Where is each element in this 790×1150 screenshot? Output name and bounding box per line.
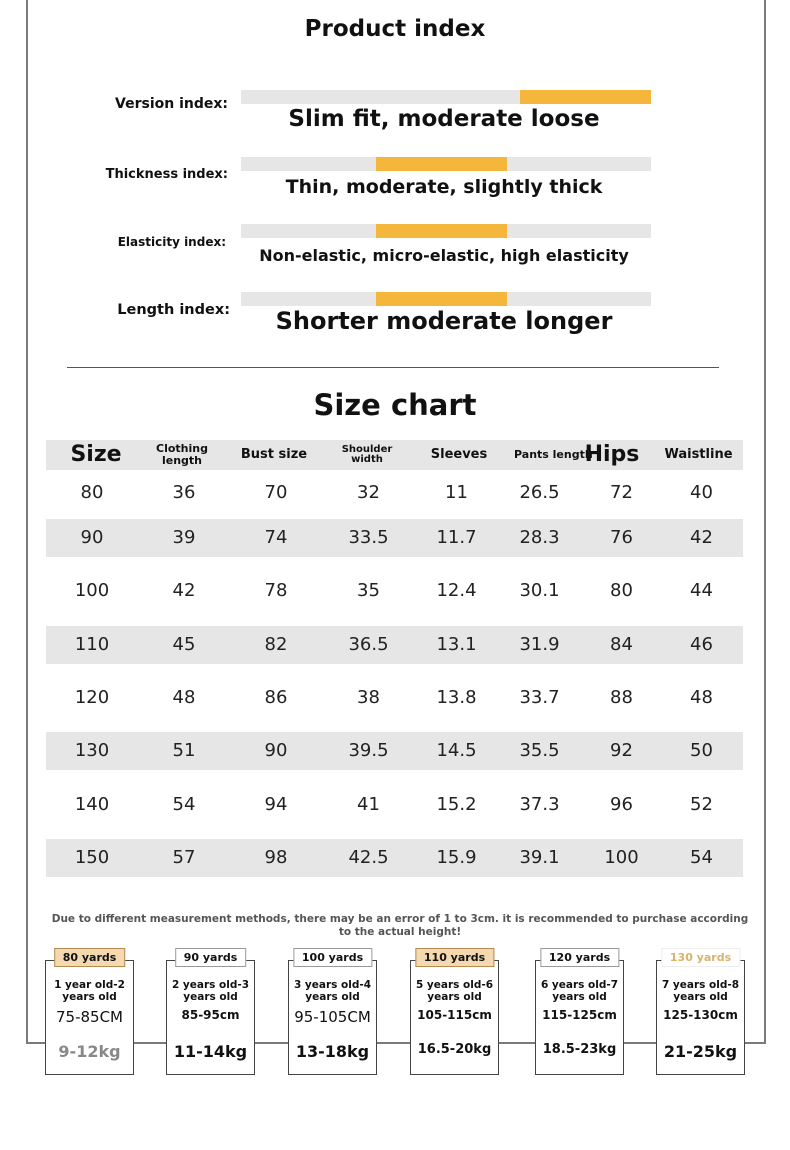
length-index-label: Length index: (117, 302, 230, 318)
table-row (46, 483, 743, 503)
frame-bottom-border (26, 1042, 766, 1044)
table-cell: 57 (172, 846, 196, 868)
table-cell: 82 (264, 633, 288, 655)
age-range: 3 years old-4 years old (293, 979, 372, 1003)
section-divider (67, 367, 719, 368)
table-cell: 42.5 (348, 846, 389, 868)
table-cell: 80 (80, 481, 104, 503)
table-cell: 26.5 (519, 481, 560, 503)
table-cell: 32 (357, 481, 380, 503)
table-cell: 39.1 (519, 846, 560, 868)
frame-right-border (764, 0, 766, 1044)
table-cell: 90 (264, 739, 288, 761)
weight-range: 13-18kg (295, 1042, 370, 1061)
size-chart-title: Size chart (313, 388, 477, 422)
version-index-fill (520, 90, 651, 104)
thickness-index-fill (376, 157, 507, 171)
table-cell: 35 (357, 579, 380, 601)
thickness-index-bar (241, 157, 651, 171)
table-cell: 54 (690, 846, 713, 868)
table-cell: 33.5 (348, 526, 389, 548)
table-spacer (46, 824, 743, 839)
table-cell: 12.4 (436, 579, 477, 601)
age-range: 7 years old-8 years old (661, 979, 740, 1003)
size-tag: 80 yards (54, 948, 126, 967)
age-range: 5 years old-6 years old (415, 979, 494, 1003)
table-cell: 74 (264, 526, 288, 548)
table-cell: 100 (74, 579, 110, 601)
size-tag: 120 yards (540, 948, 619, 967)
table-cell: 14.5 (436, 739, 477, 761)
table-row (46, 679, 743, 717)
table-cell: 36.5 (348, 633, 389, 655)
table-cell: 31.9 (519, 633, 560, 655)
length-index-text: Shorter moderate longer (275, 307, 613, 335)
header-waistline: Waistline (664, 447, 733, 463)
table-cell: 120 (74, 686, 110, 708)
height-range: 75-85CM (55, 1008, 123, 1026)
table-body (46, 470, 743, 877)
table-row (46, 572, 743, 610)
size-guide-card (288, 951, 377, 1075)
table-cell: 52 (690, 793, 713, 815)
table-cell: 72 (610, 481, 633, 503)
header-hips: Hips (584, 442, 640, 468)
table-spacer (46, 664, 743, 679)
table-cell: 44 (690, 579, 713, 601)
table-cell: 39.5 (348, 739, 389, 761)
table-cell: 45 (172, 633, 196, 655)
table-cell: 78 (264, 579, 288, 601)
header-bust-size: Bust size (240, 447, 308, 463)
table-cell: 88 (610, 686, 633, 708)
size-guide-card (45, 951, 134, 1075)
age-range: 2 years old-3 years old (171, 979, 250, 1003)
size-tag: 130 yards (661, 948, 740, 967)
height-range: 105-115cm (417, 1008, 492, 1022)
table-cell: 70 (264, 481, 288, 503)
table-cell: 84 (610, 633, 633, 655)
table-cell: 13.8 (436, 686, 477, 708)
elasticity-index-bar (241, 224, 651, 238)
size-tag: 90 yards (175, 948, 247, 967)
table-cell: 51 (172, 739, 196, 761)
length-index-fill (376, 292, 507, 306)
height-range: 85-95cm (181, 1008, 240, 1022)
frame-left-border (26, 0, 28, 1044)
table-cell: 35.5 (519, 739, 560, 761)
table-row (46, 626, 743, 664)
table-row (46, 519, 743, 557)
table-row (46, 786, 743, 824)
version-index-label: Version index: (115, 96, 228, 112)
height-range: 95-105CM (294, 1008, 371, 1026)
table-cell: 90 (80, 526, 104, 548)
height-range: 115-125cm (542, 1008, 617, 1022)
table-spacer (46, 557, 743, 572)
table-cell: 42 (690, 526, 713, 548)
header-pants-length: Pants length (514, 448, 593, 462)
measurement-note: Due to different measurement methods, there may be an error of 1 to 3cm. it is recommended to purchase according to the actual height! (51, 913, 749, 938)
thickness-index-text: Thin, moderate, slightly thick (285, 176, 603, 198)
table-cell: 80 (610, 579, 633, 601)
weight-range: 21-25kg (663, 1042, 738, 1061)
table-cell: 36 (172, 481, 196, 503)
weight-range: 9-12kg (58, 1042, 121, 1061)
size-guide-card (535, 951, 624, 1075)
table-spacer (46, 770, 743, 786)
table-cell: 100 (604, 846, 639, 868)
table-cell: 130 (74, 739, 110, 761)
table-cell: 54 (172, 793, 196, 815)
thickness-index-label: Thickness index: (105, 167, 228, 182)
weight-range: 16.5-20kg (417, 1042, 492, 1057)
table-cell: 150 (74, 846, 110, 868)
table-cell: 15.9 (436, 846, 477, 868)
table-cell: 13.1 (436, 633, 477, 655)
elasticity-index-label: Elasticity index: (117, 235, 226, 249)
size-tag: 110 yards (415, 948, 494, 967)
age-range: 6 years old-7 years old (540, 979, 619, 1003)
table-cell: 30.1 (519, 579, 560, 601)
table-cell: 50 (690, 739, 713, 761)
table-cell: 38 (357, 686, 380, 708)
table-cell: 28.3 (519, 526, 560, 548)
size-chart-table (46, 440, 743, 877)
table-cell: 39 (172, 526, 196, 548)
size-guide-card (656, 951, 745, 1075)
length-index-bar (241, 292, 651, 306)
table-cell: 140 (74, 793, 110, 815)
table-spacer (46, 610, 743, 626)
table-cell: 33.7 (519, 686, 560, 708)
table-cell: 42 (172, 579, 196, 601)
table-cell: 11 (445, 481, 468, 503)
table-cell: 92 (610, 739, 633, 761)
table-spacer (46, 503, 743, 519)
header-size: Size (70, 442, 122, 468)
age-range: 1 year old-2 years old (54, 979, 125, 1003)
size-tag: 100 yards (293, 948, 372, 967)
table-row (46, 839, 743, 877)
elasticity-index-text: Non-elastic, micro-elastic, high elasticity (259, 246, 629, 265)
table-cell: 48 (172, 686, 196, 708)
table-cell: 48 (690, 686, 713, 708)
header-sleeves: Sleeves (430, 447, 488, 463)
header-shoulder-width: Shoulder width (341, 443, 393, 465)
table-cell: 96 (610, 793, 633, 815)
size-guide-card (410, 951, 499, 1075)
table-cell: 40 (690, 481, 713, 503)
table-cell: 46 (690, 633, 713, 655)
table-row (46, 732, 743, 770)
height-range: 125-130cm (663, 1008, 738, 1022)
table-cell: 11.7 (436, 526, 477, 548)
table-cell: 76 (610, 526, 633, 548)
table-cell: 98 (264, 846, 288, 868)
table-spacer (46, 717, 743, 732)
version-index-text: Slim fit, moderate loose (288, 106, 600, 132)
table-cell: 94 (264, 793, 288, 815)
header-clothing-length: Clothing length (156, 442, 208, 467)
elasticity-index-fill (376, 224, 507, 238)
table-cell: 41 (357, 793, 380, 815)
table-cell: 86 (264, 686, 288, 708)
table-header-row (46, 440, 743, 470)
product-index-title: Product index (304, 16, 486, 42)
table-cell: 15.2 (436, 793, 477, 815)
version-index-bar (241, 90, 651, 104)
weight-range: 18.5-23kg (542, 1042, 617, 1057)
size-guide-card (166, 951, 255, 1075)
table-cell: 110 (74, 633, 110, 655)
table-cell: 37.3 (519, 793, 560, 815)
weight-range: 11-14kg (173, 1042, 248, 1061)
